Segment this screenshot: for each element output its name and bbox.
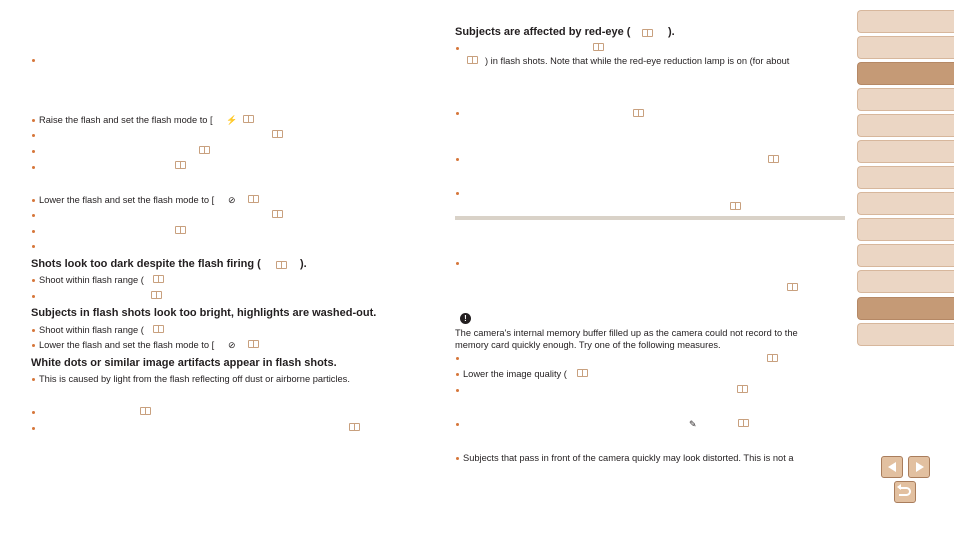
- chapter-tab-7[interactable]: [857, 166, 954, 189]
- page-reference-icon[interactable]: [787, 283, 798, 291]
- chapter-tab-12[interactable]: [857, 297, 954, 320]
- chapter-tab-2[interactable]: [857, 36, 954, 59]
- page-reference-icon[interactable]: [243, 115, 254, 123]
- page-reference-icon[interactable]: [175, 161, 186, 169]
- page-reference-icon[interactable]: [577, 369, 588, 377]
- flash-off-icon: ⊘: [228, 195, 236, 205]
- page-reference-icon[interactable]: [349, 423, 360, 431]
- distorted-subjects-item: Subjects that pass in front of the camera quickly may look distorted. This is not a: [463, 453, 794, 463]
- red-eye-text: ) in flash shots. Note that while the red-eye reduction lamp is on (for about: [485, 56, 790, 66]
- page-reference-icon[interactable]: [768, 155, 779, 163]
- arrow-left-icon: [888, 462, 896, 472]
- bullet: [32, 119, 35, 122]
- bullet: [32, 214, 35, 217]
- chapter-tab-6[interactable]: [857, 140, 954, 163]
- page-reference-icon[interactable]: [153, 275, 164, 283]
- page-reference-icon[interactable]: [767, 354, 778, 362]
- page-reference-icon[interactable]: [467, 56, 478, 64]
- flash-on-icon: ⚡: [226, 115, 238, 125]
- bullet: [456, 192, 459, 195]
- section-divider: [455, 216, 845, 220]
- bullet: [456, 112, 459, 115]
- bullet: [32, 344, 35, 347]
- chapter-tab-9[interactable]: [857, 218, 954, 241]
- page-reference-icon[interactable]: [642, 29, 653, 37]
- return-button[interactable]: [894, 481, 916, 503]
- bullet: [32, 329, 35, 332]
- bullet: [32, 230, 35, 233]
- flash-off-icon: ⊘: [228, 340, 236, 350]
- bullet: [32, 411, 35, 414]
- page-reference-icon[interactable]: [276, 261, 287, 269]
- page-reference-icon[interactable]: [248, 340, 259, 348]
- bullet: [456, 357, 459, 360]
- chapter-tab-10[interactable]: [857, 244, 954, 267]
- bullet: [32, 150, 35, 153]
- buffer-text-line1: The camera's internal memory buffer filled up as the camera could not record to the: [455, 328, 798, 338]
- bullet: [32, 199, 35, 202]
- page-reference-icon[interactable]: [272, 130, 283, 138]
- page-reference-icon[interactable]: [153, 325, 164, 333]
- page-reference-icon[interactable]: [272, 210, 283, 218]
- page-reference-icon[interactable]: [737, 385, 748, 393]
- chapter-tab-1[interactable]: [857, 10, 954, 33]
- bullet: [32, 378, 35, 381]
- chapter-tab-5[interactable]: [857, 114, 954, 137]
- previous-page-button[interactable]: [881, 456, 903, 478]
- bullet: [32, 245, 35, 248]
- lower-flash-item: Lower the flash and set the flash mode to [: [39, 195, 215, 205]
- bullet: [456, 47, 459, 50]
- return-arrowhead-icon: [897, 484, 901, 490]
- lower-flash-item-2: Lower the flash and set the flash mode to [: [39, 340, 215, 350]
- bullet: [456, 457, 459, 460]
- dust-particles-item: This is caused by light from the flash reflecting off dust or airborne particles.: [39, 374, 350, 384]
- page-reference-icon[interactable]: [738, 419, 749, 427]
- page-reference-icon[interactable]: [140, 407, 151, 415]
- arrow-right-icon: [916, 462, 924, 472]
- chapter-tab-8[interactable]: [857, 192, 954, 215]
- bullet: [32, 295, 35, 298]
- image-quality-item: Lower the image quality (: [463, 369, 567, 379]
- bullet: [32, 59, 35, 62]
- page-reference-icon[interactable]: [199, 146, 210, 154]
- raise-flash-item: Raise the flash and set the flash mode to [: [39, 115, 213, 125]
- bullet: [32, 134, 35, 137]
- bullet: [456, 423, 459, 426]
- chapter-tab-4[interactable]: [857, 88, 954, 111]
- bright-shots-heading: Subjects in flash shots look too bright, highlights are washed-out.: [31, 307, 377, 319]
- page-reference-icon[interactable]: [730, 202, 741, 210]
- page-reference-icon[interactable]: [151, 291, 162, 299]
- bullet: [32, 166, 35, 169]
- page-reference-icon[interactable]: [175, 226, 186, 234]
- white-dots-heading: White dots or similar image artifacts appear in flash shots.: [31, 357, 337, 369]
- chapter-tab-13[interactable]: [857, 323, 954, 346]
- caution-icon: !: [460, 313, 471, 324]
- bullet: [456, 158, 459, 161]
- bullet: [456, 373, 459, 376]
- dark-shots-heading: Shots look too dark despite the flash firing (: [31, 258, 261, 270]
- bullet: [456, 389, 459, 392]
- page-reference-icon[interactable]: [593, 43, 604, 51]
- chapter-tab-11[interactable]: [857, 270, 954, 293]
- red-eye-heading: Subjects are affected by red-eye (: [455, 26, 631, 38]
- bullet: [456, 262, 459, 265]
- flash-range-item: Shoot within flash range (: [39, 275, 144, 285]
- page-reference-icon[interactable]: [248, 195, 259, 203]
- chapter-tab-3[interactable]: [857, 62, 954, 85]
- red-eye-heading-tail: ).: [668, 26, 675, 38]
- dark-shots-heading-tail: ).: [300, 258, 307, 270]
- flash-range-item-2: Shoot within flash range (: [39, 325, 144, 335]
- buffer-text-line2: memory card quickly enough. Try one of the following measures.: [455, 340, 721, 350]
- bullet: [32, 279, 35, 282]
- shooting-mode-icon: ✎: [689, 419, 697, 429]
- page-reference-icon[interactable]: [633, 109, 644, 117]
- bullet: [32, 427, 35, 430]
- next-page-button[interactable]: [908, 456, 930, 478]
